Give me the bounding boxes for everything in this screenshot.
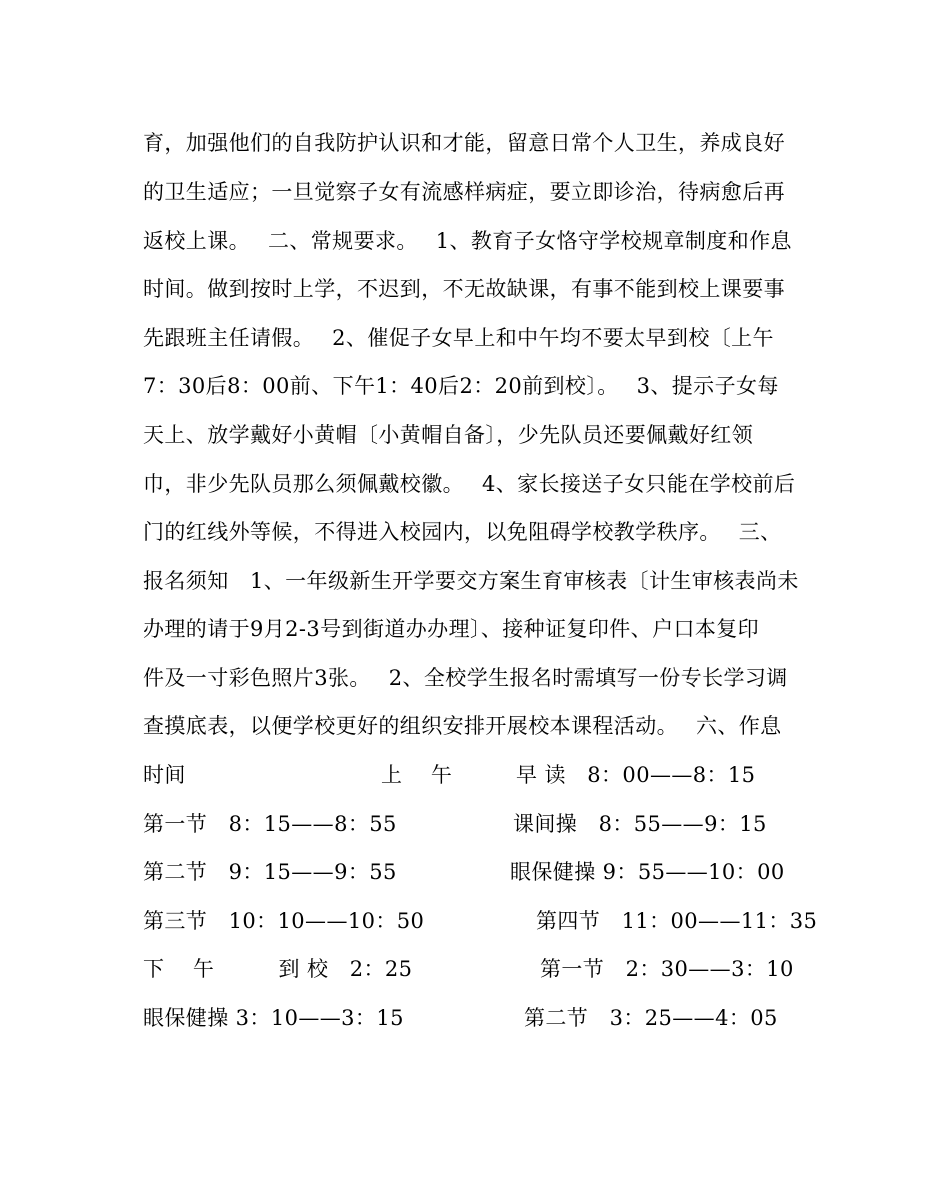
- paragraph-line: 巾，非少先队员那么须佩戴校徽。 4、家长接送子女只能在学校前后: [143, 472, 796, 496]
- schedule-cell: 第四节 11：00——11：35: [536, 909, 818, 933]
- paragraph-line: 查摸底表，以便学校更好的组织安排开展校本课程活动。 六、作息: [143, 714, 782, 738]
- schedule-heading: 时间: [143, 763, 186, 787]
- schedule-cell: 第一节 8：15——8：55: [143, 812, 397, 836]
- schedule-cell: 课间操 8：55——9：15: [513, 812, 767, 836]
- paragraph-line: 报名须知 1、一年级新生开学要交方案生育审核表〔计生审核表尚未: [143, 569, 799, 593]
- paragraph-line: 返校上课。 二、常规要求。 1、教育子女恪守学校规章制度和作息: [143, 229, 792, 253]
- paragraph-line: 7：30后8：00前、下午1：40后2：20前到校〕。 3、提示子女每: [143, 374, 779, 398]
- paragraph-line: 门的红线外等候，不得进入校园内，以免阻碍学校教学秩序。 三、: [143, 520, 782, 544]
- paragraph-line: 时间。做到按时上学，不迟到，不无故缺课，有事不能到校上课要事: [143, 277, 785, 301]
- schedule-cell: 早 读 8：00——8：15: [516, 763, 756, 787]
- paragraph-line: 先跟班主任请假。 2、催促子女早上和中午均不要太早到校〔上午: [143, 326, 774, 350]
- paragraph-line: 天上、放学戴好小黄帽〔小黄帽自备〕，少先队员还要佩戴好红领: [143, 423, 754, 447]
- schedule-cell: 眼保健操 3：10——3：15: [143, 1006, 404, 1030]
- schedule-cell: 上 午: [381, 763, 453, 787]
- paragraph-line: 育，加强他们的自我防护认识和才能，留意日常个人卫生，养成良好: [143, 131, 785, 155]
- schedule-cell: 下 午 到 校 2：25: [143, 957, 413, 981]
- paragraph-line: 件及一寸彩色照片3张。 2、全校学生报名时需填写一份专长学习调: [143, 666, 788, 690]
- schedule-cell: 眼保健操 9：55——10：00: [510, 860, 785, 884]
- schedule-cell: 第三节 10：10——10：50: [143, 909, 425, 933]
- schedule-cell: 第一节 2：30——3：10: [540, 957, 794, 981]
- paragraph-line: 的卫生适应；一旦觉察子女有流感样病症，要立即诊治，待病愈后再: [143, 180, 785, 204]
- schedule-cell: 第二节 3：25——4：05: [524, 1006, 778, 1030]
- schedule-cell: 第二节 9：15——9：55: [143, 860, 397, 884]
- paragraph-line: 办理的请于9月2-3号到街道办办理〕、接种证复印件、户口本复印: [143, 617, 760, 641]
